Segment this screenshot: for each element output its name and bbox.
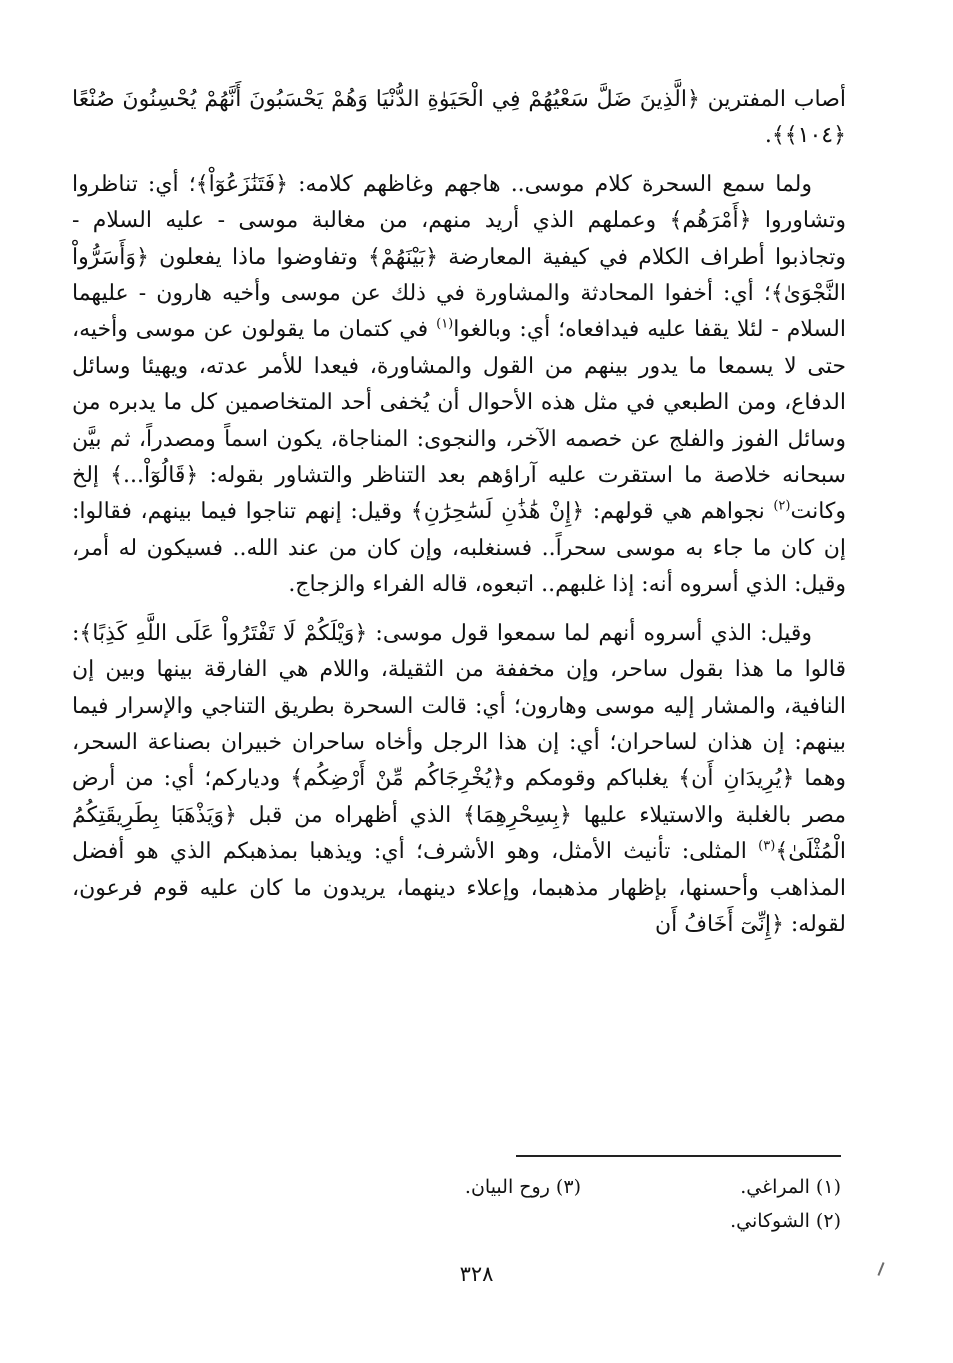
footnote-row-1 <box>241 1170 841 1204</box>
footnote-marker-3: (٣) <box>758 838 776 854</box>
footnote-1: (١) المراغي. <box>740 1176 841 1198</box>
page-number: ٣٢٨ <box>459 1262 494 1286</box>
footnote-row-2 <box>241 1204 841 1238</box>
paragraph-2-part-c: نجواهم هي قولهم: ﴿إِنْ هَٰذَٰنِ لَسَٰحِرَٰنِ﴾ وقيل: إنهم تناجوا فيما بينهم، فقالوا: إن كان ما جاء به موسى سحراً.. فسنغلبه، وإن كان من عند الله.. فسيكون له أمر، وقيل: الذي أسروه أنه: إذا غلبهم.. اتبعوه، قاله الفراء والزجاج. <box>72 499 846 598</box>
paragraph-3-part-b: المثلى: تأنيث الأمثل، وهو الأشرف؛ أي: ويذهبا بمذهبكم الذي هو أفضل المذاهب وأحسنها، بإظهار مذهبما، وإعلاء دينهما، يريدون ما كان عليه قوم فرعون، لقوله: ﴿إِنِّىٓ أَخَافُ أَن <box>72 839 846 937</box>
footnote-marker-1: (١) <box>436 317 454 333</box>
footnote-2: (٢) الشوكاني. <box>730 1210 841 1232</box>
paragraph-2-part-a: ولما سمع السحرة كلام موسى.. هاجهم وغاظهم كلامه: ﴿فَتَنَٰزَعُوٓاْ﴾؛ أي: تناظروا وتشاوروا ﴿أَمْرَهُم﴾ وعملهم الذي أريد منهم، من مغالبة موسى - عليه السلام - وتجاذبوا أطراف الكلام في كيفية المعارضة ﴿بَيْنَهُمْ﴾ وتفاوضوا ماذا يفعلون ﴿وَأَسَرُّواْ النَّجْوَىٰ﴾؛ أي: أخفوا المحادثة والمشاورة في ذلك عن موسى وأخيه هارون - عليهما السلام - لئلا يقفا عليه فيدافعاه؛ أي: وبالغوا <box>72 171 846 343</box>
paragraph-3-part-a: وقيل: الذي أسروه أنهم لما سمعوا قول موسى: ﴿وَيْلَكُمْ لَا تَفْتَرُواْ عَلَى اللَّهِ كَذِبًا﴾: قالوا ما هذا بقول ساحر، وإن مخففة من الثقيلة، واللام هي الفارقة بينها وبين إن النافية، والمشار إليه موسى وهارون؛ أي: قالت السحرة بطريق التناجي والإسرار فيما بينهم: إن هذان لساحران؛ أي: إن هذا الرجل وأخاه ساحران خبيران بصناعة السحر، وهما ﴿يُرِيدَانِ أَن﴾ يغلباكم وقومكم و﴿يُخْرِجَاكُم مِّنْ أَرْضِكُم﴾ ودياركم؛ أي: من أرض مصر بالغلبة والاستيلاء عليها ﴿بِسِحْرِهِمَا﴾ الذي أظهراه من قبل ﴿وَيَذْهَبَا بِطَرِيقَتِكُمُ الْمُثْلَىٰ﴾ <box>72 620 846 865</box>
footnote-3: (٣) روح البيان. <box>464 1176 581 1198</box>
paragraph-2 <box>72 167 846 604</box>
footnote-marker-2: (٢) <box>773 499 791 515</box>
footnotes <box>241 1170 841 1238</box>
paragraph-1: أصاب المفترين ﴿الَّذِينَ ضَلَّ سَعْيُهُمْ فِي الْحَيَوٰةِ الدُّنْيَا وَهُمْ يَحْسَبُونَ أَنَّهُمْ يُحْسِنُونَ صُنْعًا ﴿١٠٤﴾﴾. <box>72 87 846 149</box>
paragraph-3 <box>72 616 846 944</box>
main-text <box>72 82 846 943</box>
footnote-divider <box>516 1155 841 1157</box>
paragraph-2-part-b: في كتمان ما يقولون عن موسى وأخيه، حتى لا يسمعا ما يدور بينهم من القول والمشاورة، فيعدا للأمر عدته، ويهيئا وسائل الدفاع، ومن الطبعي في مثل هذه الأحوال أن يُخفى أحد المتخاصمين كل ما يدبره من وسائل الفوز والفلج عن خصمه الآخر، والنجوى: المناجاة، يكون اسماً ومصدراً، ثم بيَّن سبحانه خلاصة ما استقرت عليه آراؤهم بعد التناظر والتشاور بقوله: ﴿قَالُوٓاْ...﴾ إلخ وكانت <box>72 317 846 525</box>
